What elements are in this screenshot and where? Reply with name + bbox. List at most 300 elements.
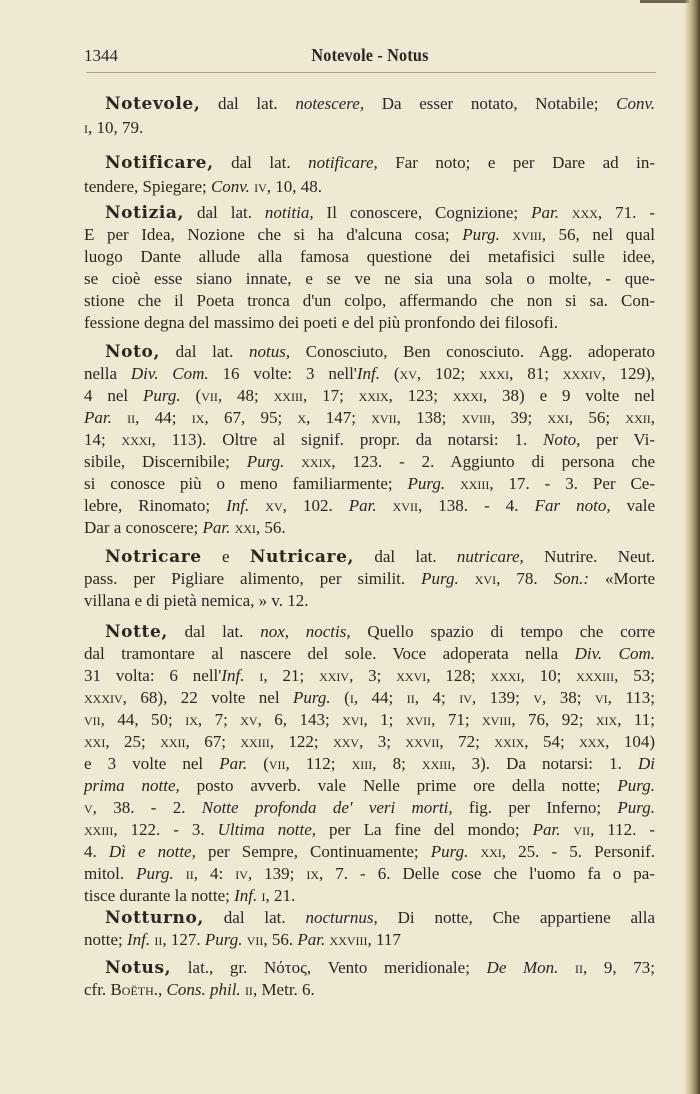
small-caps-text: xxix xyxy=(301,452,332,471)
text-segment: dal lat. xyxy=(167,622,261,641)
small-caps-text: xxi xyxy=(480,842,502,861)
text-segment: , 138. - 4. xyxy=(417,496,535,515)
text-line xyxy=(84,363,655,385)
entry-notevole xyxy=(84,92,655,139)
text-segment: per La fine del mondo; xyxy=(316,820,533,839)
small-caps-text: vii xyxy=(201,386,218,405)
small-caps-text: iv xyxy=(235,864,248,883)
small-caps-text: i xyxy=(259,666,264,685)
running-title: Notevole - Notus xyxy=(311,45,429,65)
small-caps-text: ii xyxy=(575,958,584,977)
text-segment: tendere, Spiegare; xyxy=(84,176,211,196)
text-line xyxy=(84,495,655,517)
small-caps-text: xxxiv xyxy=(84,688,123,707)
italic-text: Notte profonda de' veri morti, xyxy=(201,798,453,817)
italic-text: Purg. xyxy=(462,225,500,244)
entry-notus xyxy=(84,957,655,1001)
text-segment: si conosce più o meno familiarmente; xyxy=(84,474,408,493)
italic-text: Div. Com. xyxy=(574,644,655,663)
text-segment: luogo Dante allude alla famosa questione dei metafisici sulle idee, xyxy=(84,247,655,266)
text-segment: , 44; xyxy=(135,408,192,427)
italic-text: Son.: xyxy=(553,569,589,588)
text-segment xyxy=(245,666,260,685)
text-segment: , 38; xyxy=(542,688,595,707)
italic-text: Par. xyxy=(202,518,231,537)
text-segment: , xyxy=(650,408,655,427)
small-caps-text: xvi xyxy=(474,569,497,588)
small-caps-text: ii xyxy=(127,408,136,427)
text-line xyxy=(84,92,655,116)
text-segment: e xyxy=(201,547,250,566)
text-segment: , 112; xyxy=(285,754,352,773)
small-caps-text: xix xyxy=(595,710,618,729)
italic-text: Purg. xyxy=(204,930,243,949)
text-segment: per Sempre, Continuamente; xyxy=(195,842,431,861)
small-caps-text: ii xyxy=(154,930,163,949)
text-segment: , 3). Da notarsi: 1. xyxy=(451,754,638,773)
small-caps-text: xxxi xyxy=(479,364,510,383)
text-segment: , 76, 92; xyxy=(511,710,596,729)
text-segment xyxy=(559,203,572,222)
small-caps-text: xxii xyxy=(625,408,651,427)
italic-text: notitia, xyxy=(264,203,314,222)
text-segment: , xyxy=(158,980,167,999)
text-segment: , 56; xyxy=(568,408,626,427)
text-segment: , 44, 50; xyxy=(100,710,186,729)
text-segment: , 122; xyxy=(269,732,334,751)
text-line xyxy=(84,797,655,819)
text-segment: ( xyxy=(180,386,202,405)
text-segment: , 102. xyxy=(282,496,349,515)
small-caps-text: xxvii xyxy=(405,732,440,751)
small-caps-text: xxiii xyxy=(460,474,490,493)
small-caps-text: ii xyxy=(406,688,415,707)
small-caps-text: vii xyxy=(84,710,101,729)
header-rule xyxy=(86,72,656,73)
text-segment: 31 volta: 6 nell' xyxy=(84,666,222,685)
italic-text: nocturnus, xyxy=(305,908,378,927)
text-segment: , 123. - 2. Aggiunto di persona che xyxy=(331,452,656,471)
text-segment: , 54; xyxy=(524,732,580,751)
text-segment: , 67, 95; xyxy=(204,408,298,427)
italic-text: Par. xyxy=(84,408,112,427)
small-caps-text: xviii xyxy=(461,408,491,427)
small-caps-text: ix xyxy=(185,710,198,729)
text-segment: Conosciuto, Ben conosciuto. Agg. adoperato xyxy=(290,342,655,361)
text-segment: , 122. - 3. xyxy=(113,820,218,839)
text-segment: , 3; xyxy=(359,732,406,751)
small-caps-text: xxviii xyxy=(329,930,368,949)
text-segment: dal lat. xyxy=(203,908,306,927)
text-segment: , 102; xyxy=(416,364,480,383)
italic-text: nutricare, xyxy=(456,547,524,566)
text-line xyxy=(84,957,655,979)
text-line xyxy=(84,175,655,199)
text-line xyxy=(84,341,655,363)
italic-text: prima notte, xyxy=(84,776,180,795)
small-caps-text: i xyxy=(349,688,354,707)
small-caps-text: xxx xyxy=(571,203,598,222)
text-segment: , 71. - xyxy=(597,203,655,222)
text-segment: se cioè esse siano innate, e se ve ne sia una sola o molte, - que- xyxy=(84,269,655,288)
text-line xyxy=(84,517,655,539)
italic-text: Purg. xyxy=(430,842,469,861)
small-caps-text: xvii xyxy=(392,496,418,515)
text-line xyxy=(84,885,655,907)
text-segment: , 113; xyxy=(607,688,655,707)
text-segment: , 117 xyxy=(367,930,401,949)
small-caps-text: x xyxy=(297,408,307,427)
headword: Notificare, xyxy=(105,153,214,173)
small-caps-text: xxvi xyxy=(396,666,427,685)
text-line xyxy=(84,665,655,687)
text-line xyxy=(84,290,655,312)
small-caps-text: xxix xyxy=(358,386,389,405)
text-segment: , 113). Oltre al signif. propr. da notarsi: 1. xyxy=(151,430,544,449)
text-line xyxy=(84,385,655,407)
italic-text: Conv. xyxy=(616,94,655,113)
italic-text: Conv. xyxy=(210,176,250,196)
italic-text: Purg. xyxy=(421,569,459,588)
small-caps-text: xviii xyxy=(512,225,542,244)
text-segment: Di notte, Che appartiene alla xyxy=(377,908,656,927)
text-segment: sibile, Discernibile; xyxy=(84,452,247,471)
text-segment: lat., gr. Νότος, Vento meridionale; xyxy=(171,958,487,977)
italic-text: notus, xyxy=(249,342,291,361)
text-segment xyxy=(445,474,460,493)
headword: Notus, xyxy=(105,958,172,978)
text-segment xyxy=(112,408,127,427)
small-caps-text: xxx xyxy=(579,732,606,751)
text-segment: , 4: xyxy=(193,864,236,883)
text-segment: mitol. xyxy=(84,864,137,883)
text-line xyxy=(84,224,655,246)
text-line xyxy=(84,979,655,1001)
text-segment: , 139; xyxy=(247,864,307,883)
text-segment xyxy=(174,864,186,883)
text-segment: posto avverb. vale Nelle prime ore della notte; xyxy=(179,776,618,795)
small-caps-text: xxiii xyxy=(421,754,452,773)
small-caps-text: xxxi xyxy=(452,386,483,405)
text-segment: fessione degna del massimo dei poeti e del più pronfondo dei filosofi. xyxy=(84,313,559,332)
small-caps-text: xxi xyxy=(547,408,569,427)
italic-text: Dì e notte, xyxy=(108,842,196,861)
small-caps-text: vi xyxy=(594,688,608,707)
small-caps-text: ix xyxy=(191,408,205,427)
text-segment: vale xyxy=(610,496,655,515)
text-line xyxy=(84,709,655,731)
small-caps-text: i xyxy=(261,886,266,905)
text-segment: dal tramontare al nascere del sole. Voce adoperata nella xyxy=(84,644,575,663)
text-segment: , 139; xyxy=(471,688,534,707)
text-line xyxy=(84,775,655,797)
text-segment: , 7. - 6. Delle cose che l'uomo fa o pa- xyxy=(319,864,655,883)
small-caps-text: vii xyxy=(268,754,286,773)
text-segment: 4 nel xyxy=(84,386,144,405)
text-segment: , 3; xyxy=(349,666,397,685)
text-segment: , 8; xyxy=(372,754,422,773)
italic-text: notescere, xyxy=(295,94,365,113)
text-segment: nella xyxy=(84,364,131,383)
italic-text: Par. xyxy=(531,203,559,222)
italic-text: Purg. xyxy=(143,386,181,405)
text-line xyxy=(84,312,655,334)
entry-notturno xyxy=(84,907,655,951)
text-line xyxy=(84,151,655,175)
italic-text: De Mon. xyxy=(486,958,559,977)
text-segment xyxy=(249,496,265,515)
small-caps-text: vii xyxy=(573,820,591,839)
text-line xyxy=(84,819,655,841)
small-caps-text: v xyxy=(84,798,93,817)
headword: Notevole, xyxy=(105,94,201,114)
headword: Notturno, xyxy=(105,908,204,928)
text-segment: Il conoscere, Cognizione; xyxy=(313,203,532,222)
text-segment: e 3 volte nel xyxy=(84,754,220,773)
page-edge-shadow xyxy=(684,0,700,1094)
text-segment: , 56. xyxy=(263,930,298,949)
italic-text: Inf. xyxy=(226,496,250,515)
text-segment: «Morte xyxy=(588,569,656,588)
text-segment xyxy=(468,842,480,861)
text-line xyxy=(84,246,655,268)
italic-text: Purg. xyxy=(246,452,285,471)
text-segment: dal lat. xyxy=(184,203,265,222)
text-segment: ( xyxy=(380,364,400,383)
italic-text: Inf. xyxy=(126,930,151,949)
text-segment: 16 volte: 3 nell' xyxy=(208,364,357,383)
text-segment: , 127. xyxy=(162,930,205,949)
text-segment: Quello spazio di tempo che corre xyxy=(350,622,656,641)
headword: Notte, xyxy=(105,622,168,642)
text-segment: , 138; xyxy=(396,408,462,427)
text-line xyxy=(84,268,655,290)
text-line xyxy=(84,407,655,429)
text-segment: pass. per Pigliare alimento, per similit. xyxy=(84,569,422,588)
text-segment: cfr. xyxy=(84,980,111,999)
text-segment: , 4; xyxy=(414,688,460,707)
italic-text: Inf. xyxy=(356,364,381,383)
text-line xyxy=(84,451,655,473)
text-segment: , 25. - 5. Personif. xyxy=(501,842,656,861)
text-line xyxy=(84,621,655,643)
small-caps-text: xxiii xyxy=(240,732,270,751)
text-segment xyxy=(459,569,475,588)
text-segment: , 38) e 9 volte nel xyxy=(482,386,655,405)
text-segment: , 123; xyxy=(388,386,453,405)
text-segment: , 9, 73; xyxy=(583,958,655,977)
entry-notizia xyxy=(84,202,655,334)
text-segment: , 6, 143; xyxy=(257,710,343,729)
small-caps-text: xxv xyxy=(333,732,360,751)
text-segment: , 71; xyxy=(431,710,483,729)
small-caps-text: xiii xyxy=(351,754,373,773)
italic-text: Purg. xyxy=(617,776,655,795)
text-segment: ( xyxy=(247,754,269,773)
italic-text: Par. xyxy=(219,754,248,773)
text-segment: villana e di pietà nemica, » v. 12. xyxy=(84,591,309,610)
small-caps-text: xviii xyxy=(482,710,512,729)
text-line xyxy=(84,568,655,590)
text-segment: , 39; xyxy=(490,408,548,427)
italic-text: nox, noctis, xyxy=(260,622,351,641)
text-segment: Far noto; e per Dare ad in- xyxy=(377,153,655,172)
headword: Noto, xyxy=(105,342,160,362)
italic-text: Ultima notte, xyxy=(217,820,317,839)
text-segment: , 56. xyxy=(255,518,286,537)
italic-text: Far noto, xyxy=(534,496,611,515)
small-caps-text: Boëth. xyxy=(110,980,159,999)
text-segment xyxy=(500,225,513,244)
text-line xyxy=(84,731,655,753)
italic-text: Purg. xyxy=(407,474,446,493)
small-caps-text: xvii xyxy=(405,710,432,729)
text-segment: , 11; xyxy=(617,710,655,729)
text-segment: , 21; xyxy=(263,666,320,685)
text-segment: Nutrire. Neut. xyxy=(523,547,656,566)
text-segment: , 112. - xyxy=(590,820,656,839)
text-segment: , 10, 48. xyxy=(266,176,323,196)
entry-notte xyxy=(84,621,655,907)
text-line xyxy=(84,907,655,929)
small-caps-text: xxxiv xyxy=(562,364,602,383)
small-caps-text: i xyxy=(84,117,88,137)
text-segment: fig. per Inferno; xyxy=(452,798,618,817)
italic-text: Purg. xyxy=(136,864,174,883)
text-segment: , 48; xyxy=(217,386,274,405)
small-caps-text: xxxiii xyxy=(576,666,615,685)
small-caps-text: iv xyxy=(254,176,267,196)
italic-text: Par. xyxy=(297,930,326,949)
text-segment: 4. xyxy=(84,842,109,861)
italic-text: Cons. phil. xyxy=(166,980,241,999)
small-caps-text: ix xyxy=(306,864,320,883)
small-caps-text: xxix xyxy=(494,732,525,751)
text-line xyxy=(84,687,655,709)
text-segment: dal lat. xyxy=(200,94,296,113)
text-segment: , 21. xyxy=(265,886,296,905)
small-caps-text: xvi xyxy=(342,710,364,729)
italic-text: Purg. xyxy=(617,798,655,817)
text-segment: lebre, Rinomato; xyxy=(84,496,227,515)
small-caps-text: v xyxy=(533,688,543,707)
text-segment: , 17. - 3. Per Ce- xyxy=(489,474,655,493)
text-line xyxy=(84,429,655,451)
text-line xyxy=(84,546,655,568)
headword: Nutricare, xyxy=(249,547,355,567)
text-segment: , 81; xyxy=(509,364,563,383)
text-segment xyxy=(558,958,575,977)
text-segment: , 129), xyxy=(601,364,655,383)
text-line xyxy=(84,202,655,224)
italic-text: Noto, xyxy=(543,430,581,449)
small-caps-text: xv xyxy=(399,364,417,383)
italic-text: Div. Com. xyxy=(130,364,209,383)
text-segment: , 53; xyxy=(614,666,656,685)
small-caps-text: ii xyxy=(244,980,253,999)
small-caps-text: vii xyxy=(246,930,264,949)
text-line xyxy=(84,753,655,775)
text-line xyxy=(84,590,655,612)
text-segment: , Metr. 6. xyxy=(252,980,315,999)
italic-text: Inf. xyxy=(234,886,258,905)
small-caps-text: xxi xyxy=(84,732,106,751)
text-segment: Dar a conoscere; xyxy=(84,518,203,537)
text-segment: , 56, nel qual xyxy=(541,225,655,244)
text-segment: dal lat. xyxy=(213,153,309,172)
text-segment xyxy=(284,452,301,471)
text-segment: notte; xyxy=(84,930,127,949)
text-segment: dal lat. xyxy=(160,342,249,361)
text-segment: , 17; xyxy=(302,386,359,405)
text-line xyxy=(84,929,655,951)
text-line xyxy=(84,116,655,140)
small-caps-text: xv xyxy=(240,710,258,729)
text-segment: , 1; xyxy=(363,710,406,729)
text-segment: , 25; xyxy=(105,732,161,751)
text-segment: 14; xyxy=(84,430,122,449)
text-segment: ( xyxy=(330,688,350,707)
text-segment xyxy=(377,496,393,515)
text-segment: , 68), 22 volte nel xyxy=(122,688,294,707)
text-segment: , 44; xyxy=(353,688,407,707)
text-segment: dal lat. xyxy=(354,547,457,566)
small-caps-text: xvii xyxy=(371,408,397,427)
text-line xyxy=(84,863,655,885)
italic-text: notificare, xyxy=(308,153,378,172)
text-segment xyxy=(560,820,573,839)
text-line xyxy=(84,841,655,863)
small-caps-text: xv xyxy=(265,496,283,515)
text-segment: , 72; xyxy=(439,732,495,751)
text-segment: , 128; xyxy=(426,666,491,685)
headword: Notricare xyxy=(105,547,202,567)
headword: Notizia, xyxy=(105,203,185,223)
small-caps-text: xxi xyxy=(234,518,256,537)
text-segment: , 7; xyxy=(197,710,241,729)
text-segment: stione che il Poeta tronca d'un colpo, affermando che non si sa. Con- xyxy=(84,291,655,310)
italic-text: Par. xyxy=(532,820,561,839)
entry-notificare xyxy=(84,151,655,198)
entry-noto xyxy=(84,341,655,539)
text-line xyxy=(84,473,655,495)
italic-text: Par. xyxy=(348,496,377,515)
small-caps-text: iv xyxy=(459,688,472,707)
text-segment: , 10, 79. xyxy=(88,117,144,137)
italic-text: Di xyxy=(637,754,655,773)
small-caps-text: xxxi xyxy=(490,666,521,685)
italic-text: Purg. xyxy=(293,688,331,707)
entry-notricare xyxy=(84,546,655,612)
small-caps-text: xxii xyxy=(160,732,186,751)
text-segment: per Vi- xyxy=(580,430,655,449)
small-caps-text: ii xyxy=(185,864,194,883)
small-caps-text: xxxi xyxy=(121,430,152,449)
text-line xyxy=(84,643,655,665)
text-segment: , 10; xyxy=(520,666,577,685)
text-segment: , 67; xyxy=(185,732,241,751)
italic-text: Inf. xyxy=(221,666,245,685)
text-segment: Da esser notato, Notabile; xyxy=(364,94,617,113)
text-segment: , 147; xyxy=(306,408,372,427)
text-segment: tisce durante la notte; xyxy=(84,886,235,905)
page-number: 1344 xyxy=(84,46,118,65)
text-segment: , 104) xyxy=(605,732,655,751)
small-caps-text: xxiii xyxy=(84,820,114,839)
small-caps-text: xxiii xyxy=(273,386,303,405)
text-segment: , 38. - 2. xyxy=(92,798,202,817)
text-segment: , 78. xyxy=(496,569,554,588)
